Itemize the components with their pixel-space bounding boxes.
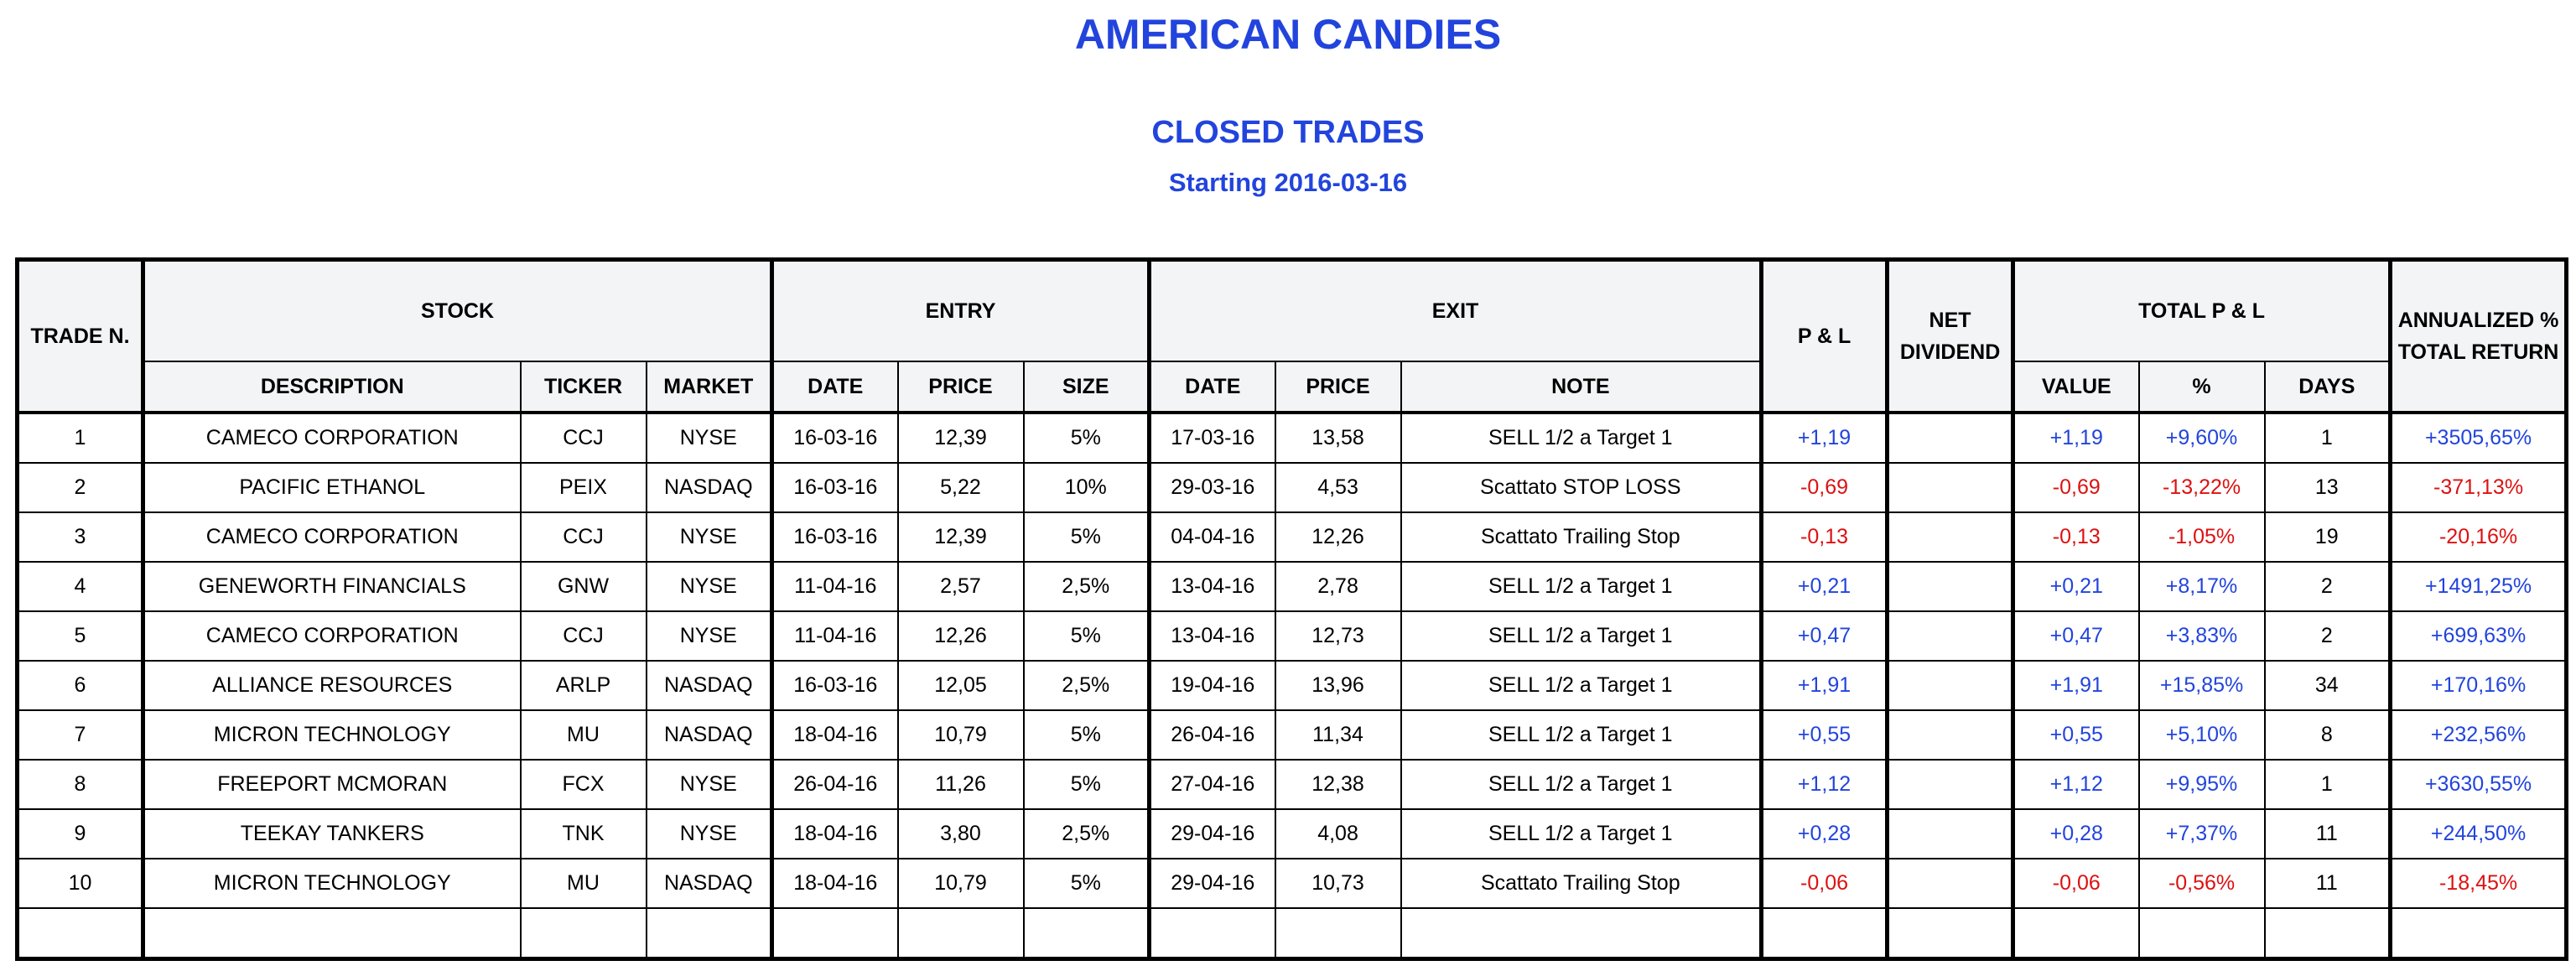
cell-size: 10% bbox=[1024, 463, 1150, 512]
cell-market: NASDAQ bbox=[647, 859, 772, 908]
cell-entry-price: 12,39 bbox=[898, 512, 1024, 562]
cell-ticker: FCX bbox=[521, 760, 647, 809]
cell-description: CAMECO CORPORATION bbox=[143, 413, 521, 463]
cell-pl: +1,19 bbox=[1762, 413, 1888, 463]
cell-days: 19 bbox=[2265, 512, 2391, 562]
cell-days: 34 bbox=[2265, 661, 2391, 710]
cell-days: 1 bbox=[2265, 760, 2391, 809]
table-row bbox=[18, 710, 2567, 760]
cell-percent: +15,85% bbox=[2139, 661, 2265, 710]
header-exit-date: DATE bbox=[1150, 361, 1275, 413]
cell-days: 11 bbox=[2265, 859, 2391, 908]
cell-description: GENEWORTH FINANCIALS bbox=[143, 562, 521, 611]
cell-trade-n: 7 bbox=[18, 710, 143, 760]
cell-entry-price: 2,57 bbox=[898, 562, 1024, 611]
cell-pl: +1,91 bbox=[1762, 661, 1888, 710]
header-description: DESCRIPTION bbox=[143, 361, 521, 413]
cell-annualized: -20,16% bbox=[2391, 512, 2567, 562]
header-entry: ENTRY bbox=[772, 260, 1150, 362]
cell-entry-date: 16-03-16 bbox=[772, 413, 898, 463]
cell-ticker: ARLP bbox=[521, 661, 647, 710]
page-title: AMERICAN CANDIES bbox=[1074, 11, 1502, 58]
cell-annualized: +699,63% bbox=[2391, 611, 2567, 661]
cell-annualized: +3505,65% bbox=[2391, 413, 2567, 463]
cell-entry-date: 18-04-16 bbox=[772, 710, 898, 760]
cell-exit-date: 29-04-16 bbox=[1150, 809, 1275, 859]
cell-net-dividend bbox=[1888, 562, 2013, 611]
cell-percent: +9,60% bbox=[2139, 413, 2265, 463]
cell-pl: +0,47 bbox=[1762, 611, 1888, 661]
cell-ticker: PEIX bbox=[521, 463, 647, 512]
header-pl: P & L bbox=[1762, 260, 1888, 413]
cell-value: +0,55 bbox=[2013, 710, 2139, 760]
table-row bbox=[18, 463, 2567, 512]
cell-exit-date: 29-04-16 bbox=[1150, 859, 1275, 908]
header-size: SIZE bbox=[1024, 361, 1150, 413]
cell-entry-price: 10,79 bbox=[898, 859, 1024, 908]
cell-percent: -0,56% bbox=[2139, 859, 2265, 908]
cell-note: Scattato Trailing Stop bbox=[1401, 859, 1762, 908]
cell-annualized: +1491,25% bbox=[2391, 562, 2567, 611]
cell-exit-date bbox=[1150, 908, 1275, 959]
cell-ticker: MU bbox=[521, 859, 647, 908]
cell-pl bbox=[1762, 908, 1888, 959]
cell-net-dividend bbox=[1888, 809, 2013, 859]
cell-note: SELL 1/2 a Target 1 bbox=[1401, 661, 1762, 710]
cell-value: +1,12 bbox=[2013, 760, 2139, 809]
cell-value: -0,06 bbox=[2013, 859, 2139, 908]
closed-trades-table bbox=[15, 257, 2568, 961]
cell-exit-price: 13,58 bbox=[1275, 413, 1401, 463]
table-row bbox=[18, 661, 2567, 710]
cell-value: +0,21 bbox=[2013, 562, 2139, 611]
cell-entry-price: 12,39 bbox=[898, 413, 1024, 463]
cell-size: 2,5% bbox=[1024, 809, 1150, 859]
cell-trade-n: 1 bbox=[18, 413, 143, 463]
cell-exit-date: 19-04-16 bbox=[1150, 661, 1275, 710]
header-exit: EXIT bbox=[1150, 260, 1762, 362]
cell-exit-price: 12,26 bbox=[1275, 512, 1401, 562]
cell-value: +0,28 bbox=[2013, 809, 2139, 859]
cell-annualized bbox=[2391, 908, 2567, 959]
cell-description: ALLIANCE RESOURCES bbox=[143, 661, 521, 710]
cell-note: SELL 1/2 a Target 1 bbox=[1401, 760, 1762, 809]
cell-description: FREEPORT MCMORAN bbox=[143, 760, 521, 809]
cell-trade-n: 4 bbox=[18, 562, 143, 611]
cell-days: 2 bbox=[2265, 611, 2391, 661]
cell-value bbox=[2013, 908, 2139, 959]
table-row bbox=[18, 562, 2567, 611]
cell-entry-date: 26-04-16 bbox=[772, 760, 898, 809]
cell-pl: -0,69 bbox=[1762, 463, 1888, 512]
cell-market: NYSE bbox=[647, 413, 772, 463]
header-annualized: ANNUALIZED % TOTAL RETURN bbox=[2391, 260, 2567, 413]
cell-days bbox=[2265, 908, 2391, 959]
cell-exit-price: 2,78 bbox=[1275, 562, 1401, 611]
table-row bbox=[18, 809, 2567, 859]
cell-percent bbox=[2139, 908, 2265, 959]
cell-days: 11 bbox=[2265, 809, 2391, 859]
cell-value: +1,19 bbox=[2013, 413, 2139, 463]
table-row bbox=[18, 908, 2567, 959]
cell-exit-date: 13-04-16 bbox=[1150, 562, 1275, 611]
header-days: DAYS bbox=[2265, 361, 2391, 413]
cell-pl: -0,13 bbox=[1762, 512, 1888, 562]
cell-entry-price bbox=[898, 908, 1024, 959]
cell-percent: +5,10% bbox=[2139, 710, 2265, 760]
cell-days: 8 bbox=[2265, 710, 2391, 760]
cell-trade-n: 5 bbox=[18, 611, 143, 661]
cell-size: 5% bbox=[1024, 512, 1150, 562]
cell-value: -0,13 bbox=[2013, 512, 2139, 562]
cell-entry-date bbox=[772, 908, 898, 959]
cell-exit-price: 4,08 bbox=[1275, 809, 1401, 859]
cell-exit-price bbox=[1275, 908, 1401, 959]
cell-description: MICRON TECHNOLOGY bbox=[143, 710, 521, 760]
cell-entry-date: 18-04-16 bbox=[772, 809, 898, 859]
section-title: CLOSED TRADES bbox=[1151, 115, 1425, 150]
cell-net-dividend bbox=[1888, 760, 2013, 809]
cell-pl: +1,12 bbox=[1762, 760, 1888, 809]
header-total-pl: TOTAL P & L bbox=[2013, 260, 2391, 362]
cell-days: 2 bbox=[2265, 562, 2391, 611]
cell-ticker: CCJ bbox=[521, 413, 647, 463]
cell-entry-price: 12,26 bbox=[898, 611, 1024, 661]
cell-entry-price: 12,05 bbox=[898, 661, 1024, 710]
cell-ticker: TNK bbox=[521, 809, 647, 859]
cell-exit-price: 12,38 bbox=[1275, 760, 1401, 809]
cell-exit-price: 11,34 bbox=[1275, 710, 1401, 760]
cell-days: 1 bbox=[2265, 413, 2391, 463]
cell-exit-date: 29-03-16 bbox=[1150, 463, 1275, 512]
cell-ticker: CCJ bbox=[521, 611, 647, 661]
cell-size: 5% bbox=[1024, 760, 1150, 809]
table-row bbox=[18, 413, 2567, 463]
cell-annualized: +232,56% bbox=[2391, 710, 2567, 760]
start-date-label: Starting 2016-03-16 bbox=[1168, 168, 1408, 197]
cell-note: Scattato STOP LOSS bbox=[1401, 463, 1762, 512]
cell-net-dividend bbox=[1888, 859, 2013, 908]
cell-exit-date: 26-04-16 bbox=[1150, 710, 1275, 760]
cell-exit-date: 17-03-16 bbox=[1150, 413, 1275, 463]
cell-market: NYSE bbox=[647, 512, 772, 562]
table-row bbox=[18, 512, 2567, 562]
cell-net-dividend bbox=[1888, 463, 2013, 512]
cell-note: SELL 1/2 a Target 1 bbox=[1401, 611, 1762, 661]
header-note: NOTE bbox=[1401, 361, 1762, 413]
cell-percent: -1,05% bbox=[2139, 512, 2265, 562]
cell-entry-date: 16-03-16 bbox=[772, 661, 898, 710]
cell-market: NASDAQ bbox=[647, 463, 772, 512]
cell-exit-date: 04-04-16 bbox=[1150, 512, 1275, 562]
header-market: MARKET bbox=[647, 361, 772, 413]
cell-description: CAMECO CORPORATION bbox=[143, 512, 521, 562]
cell-days: 13 bbox=[2265, 463, 2391, 512]
cell-note bbox=[1401, 908, 1762, 959]
cell-value: -0,69 bbox=[2013, 463, 2139, 512]
cell-percent: +7,37% bbox=[2139, 809, 2265, 859]
cell-ticker: MU bbox=[521, 710, 647, 760]
cell-size: 2,5% bbox=[1024, 562, 1150, 611]
cell-percent: +3,83% bbox=[2139, 611, 2265, 661]
cell-entry-date: 11-04-16 bbox=[772, 611, 898, 661]
cell-size: 5% bbox=[1024, 611, 1150, 661]
cell-market: NYSE bbox=[647, 611, 772, 661]
cell-size: 5% bbox=[1024, 859, 1150, 908]
cell-entry-price: 5,22 bbox=[898, 463, 1024, 512]
cell-exit-date: 13-04-16 bbox=[1150, 611, 1275, 661]
cell-note: SELL 1/2 a Target 1 bbox=[1401, 413, 1762, 463]
cell-annualized: -18,45% bbox=[2391, 859, 2567, 908]
cell-description: PACIFIC ETHANOL bbox=[143, 463, 521, 512]
cell-trade-n: 3 bbox=[18, 512, 143, 562]
header-trade-n: TRADE N. bbox=[18, 260, 143, 413]
cell-entry-date: 16-03-16 bbox=[772, 512, 898, 562]
cell-market: NYSE bbox=[647, 809, 772, 859]
table-row bbox=[18, 611, 2567, 661]
cell-ticker: CCJ bbox=[521, 512, 647, 562]
cell-ticker: GNW bbox=[521, 562, 647, 611]
cell-trade-n: 6 bbox=[18, 661, 143, 710]
cell-market: NYSE bbox=[647, 760, 772, 809]
cell-note: SELL 1/2 a Target 1 bbox=[1401, 562, 1762, 611]
cell-size bbox=[1024, 908, 1150, 959]
cell-entry-price: 3,80 bbox=[898, 809, 1024, 859]
cell-market: NYSE bbox=[647, 562, 772, 611]
cell-net-dividend bbox=[1888, 908, 2013, 959]
cell-ticker bbox=[521, 908, 647, 959]
cell-annualized: +244,50% bbox=[2391, 809, 2567, 859]
cell-entry-price: 10,79 bbox=[898, 710, 1024, 760]
header-ticker: TICKER bbox=[521, 361, 647, 413]
cell-trade-n: 10 bbox=[18, 859, 143, 908]
cell-pl: +0,55 bbox=[1762, 710, 1888, 760]
cell-market: NASDAQ bbox=[647, 710, 772, 760]
cell-value: +1,91 bbox=[2013, 661, 2139, 710]
cell-trade-n: 8 bbox=[18, 760, 143, 809]
cell-net-dividend bbox=[1888, 512, 2013, 562]
cell-size: 5% bbox=[1024, 710, 1150, 760]
cell-description: MICRON TECHNOLOGY bbox=[143, 859, 521, 908]
cell-pl: +0,21 bbox=[1762, 562, 1888, 611]
cell-exit-price: 12,73 bbox=[1275, 611, 1401, 661]
header-entry-date: DATE bbox=[772, 361, 898, 413]
cell-annualized: +170,16% bbox=[2391, 661, 2567, 710]
cell-market: NASDAQ bbox=[647, 661, 772, 710]
header-exit-price: PRICE bbox=[1275, 361, 1401, 413]
cell-trade-n: 9 bbox=[18, 809, 143, 859]
cell-exit-date: 27-04-16 bbox=[1150, 760, 1275, 809]
cell-exit-price: 10,73 bbox=[1275, 859, 1401, 908]
cell-pl: -0,06 bbox=[1762, 859, 1888, 908]
cell-net-dividend bbox=[1888, 661, 2013, 710]
cell-note: SELL 1/2 a Target 1 bbox=[1401, 710, 1762, 760]
table-row bbox=[18, 859, 2567, 908]
header-entry-price: PRICE bbox=[898, 361, 1024, 413]
cell-pl: +0,28 bbox=[1762, 809, 1888, 859]
cell-annualized: +3630,55% bbox=[2391, 760, 2567, 809]
cell-percent: -13,22% bbox=[2139, 463, 2265, 512]
header-percent: % bbox=[2139, 361, 2265, 413]
cell-trade-n: 2 bbox=[18, 463, 143, 512]
cell-entry-date: 16-03-16 bbox=[772, 463, 898, 512]
cell-annualized: -371,13% bbox=[2391, 463, 2567, 512]
cell-entry-price: 11,26 bbox=[898, 760, 1024, 809]
cell-note: SELL 1/2 a Target 1 bbox=[1401, 809, 1762, 859]
cell-description: TEEKAY TANKERS bbox=[143, 809, 521, 859]
cell-trade-n bbox=[18, 908, 143, 959]
cell-description: CAMECO CORPORATION bbox=[143, 611, 521, 661]
cell-size: 5% bbox=[1024, 413, 1150, 463]
cell-net-dividend bbox=[1888, 611, 2013, 661]
header-value: VALUE bbox=[2013, 361, 2139, 413]
cell-exit-price: 4,53 bbox=[1275, 463, 1401, 512]
cell-exit-price: 13,96 bbox=[1275, 661, 1401, 710]
cell-description bbox=[143, 908, 521, 959]
cell-net-dividend bbox=[1888, 710, 2013, 760]
cell-percent: +8,17% bbox=[2139, 562, 2265, 611]
cell-value: +0,47 bbox=[2013, 611, 2139, 661]
table-row bbox=[18, 760, 2567, 809]
header-stock: STOCK bbox=[143, 260, 772, 362]
cell-size: 2,5% bbox=[1024, 661, 1150, 710]
cell-note: Scattato Trailing Stop bbox=[1401, 512, 1762, 562]
cell-entry-date: 18-04-16 bbox=[772, 859, 898, 908]
cell-percent: +9,95% bbox=[2139, 760, 2265, 809]
cell-net-dividend bbox=[1888, 413, 2013, 463]
header-net-dividend: NET DIVIDEND bbox=[1888, 260, 2013, 413]
cell-market bbox=[647, 908, 772, 959]
cell-entry-date: 11-04-16 bbox=[772, 562, 898, 611]
